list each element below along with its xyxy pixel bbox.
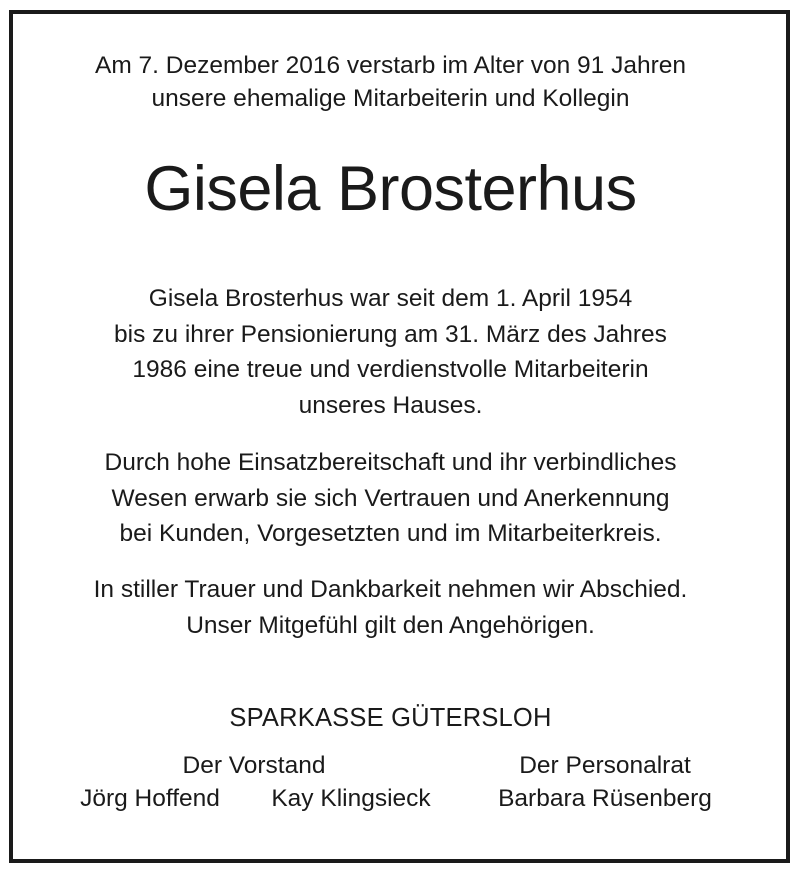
intro-text — [0, 49, 781, 115]
organization-name: SPARKASSE GÜTERSLOH — [229, 704, 552, 732]
vorstand-label: Der Vorstand — [182, 752, 326, 779]
paragraph-line: 1986 eine treue und verdienstvolle Mitarbeiterin — [132, 356, 649, 383]
farewell-paragraph — [0, 572, 781, 643]
paragraph-line: Wesen erwarb sie sich Vertrauen und Anerkennung — [111, 484, 670, 512]
personalrat-label: Der Personalrat — [519, 752, 691, 779]
intro-line: unsere ehemalige Mitarbeiterin und Kollegin — [151, 85, 630, 112]
tribute-paragraph — [0, 445, 781, 552]
paragraph-line: bis zu ihrer Pensionierung am 31. März des Jahres — [114, 320, 667, 348]
service-paragraph — [0, 281, 781, 423]
paragraph-line: In stiller Trauer und Dankbarkeit nehmen wir Abschied. — [93, 576, 688, 603]
paragraph-line: bei Kunden, Vorgesetzten und im Mitarbeiterkreis. — [119, 520, 662, 547]
paragraph-line: Durch hohe Einsatzbereitschaft und ihr verbindliches — [104, 449, 677, 476]
signatory-name: Kay Klingsieck — [271, 785, 431, 812]
intro-line: Am 7. Dezember 2016 verstarb im Alter von 91 Jahren — [94, 52, 686, 79]
signatory-name: Barbara Rüsenberg — [498, 785, 712, 812]
signatory-name: Jörg Hoffend — [80, 785, 220, 812]
deceased-name: Gisela Brosterhus — [144, 154, 637, 224]
paragraph-line: unseres Hauses. — [298, 391, 483, 419]
paragraph-line: Gisela Brosterhus war seit dem 1. April 1954 — [148, 285, 633, 312]
paragraph-line: Unser Mitgefühl gilt den Angehörigen. — [186, 611, 595, 639]
